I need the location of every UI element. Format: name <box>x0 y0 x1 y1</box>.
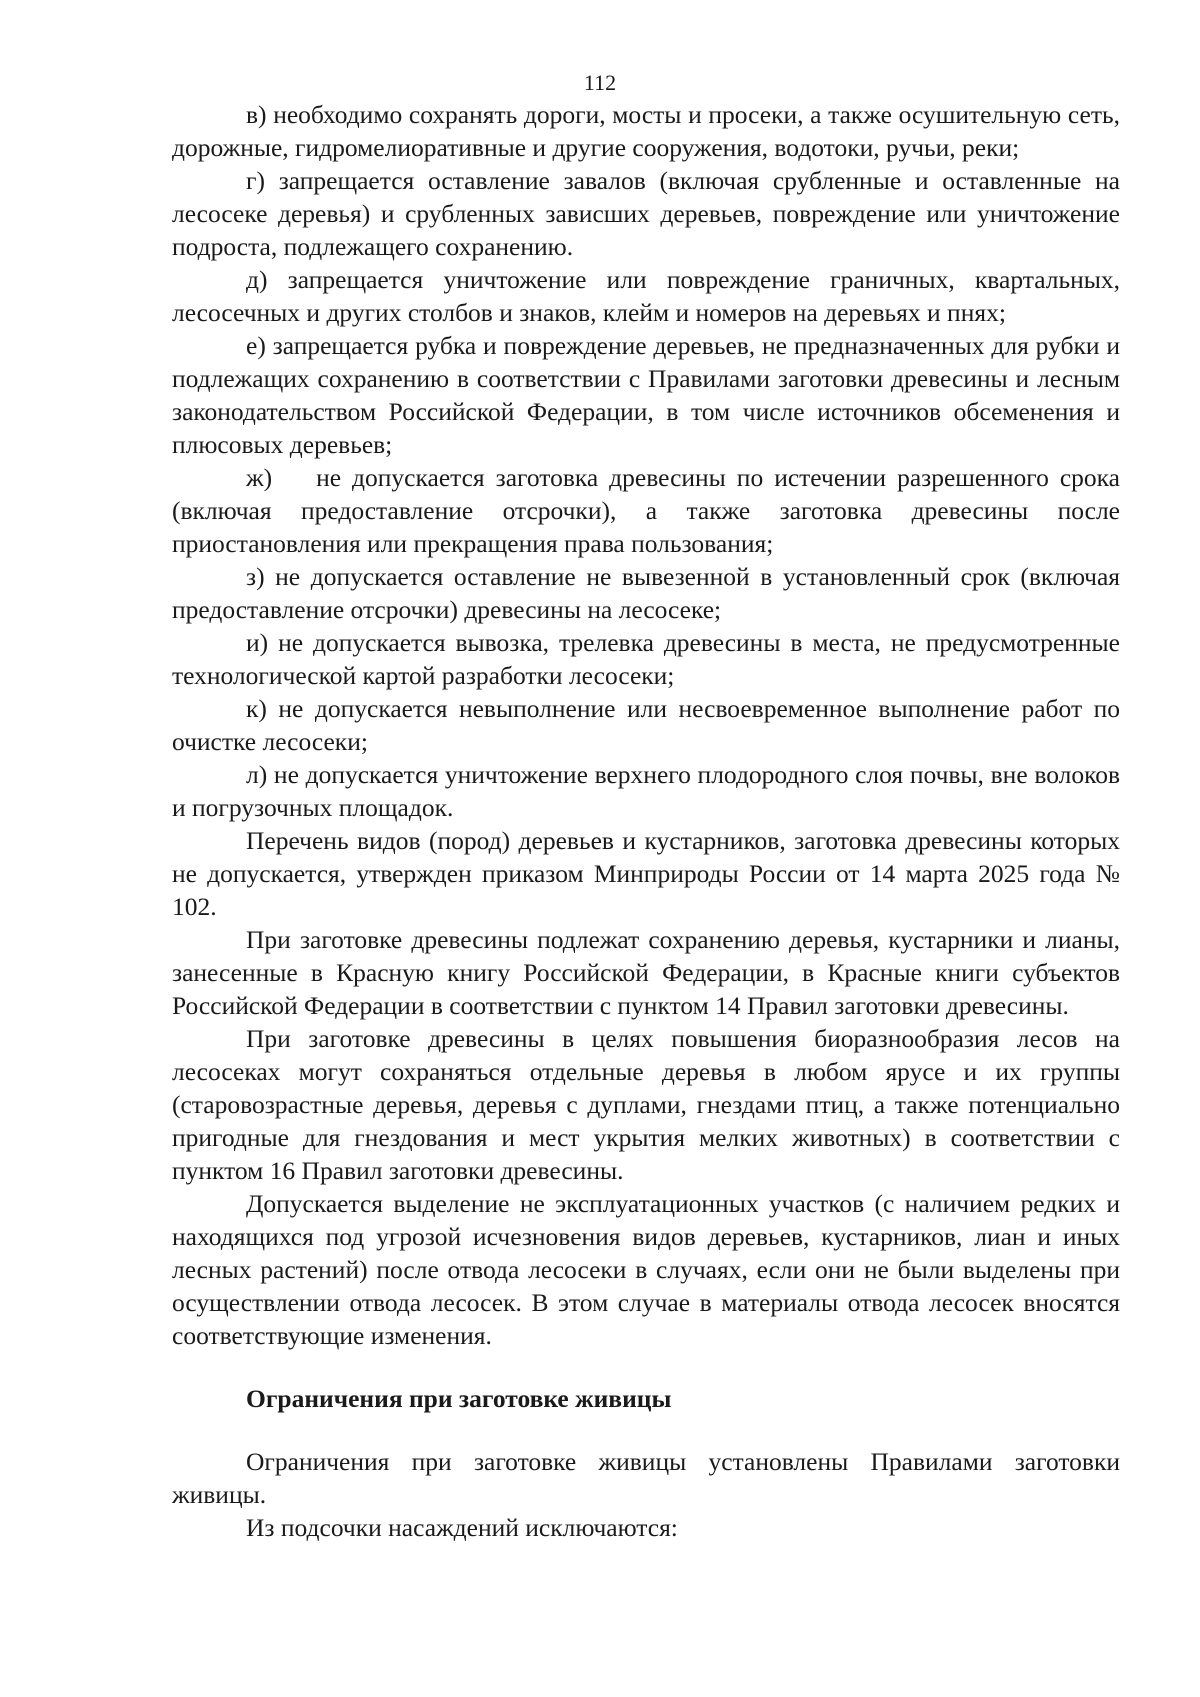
paragraph-item-e: е) запрещается рубка и повреждение деревьев, не предназначенных для рубки и подлежащих сохранению в соответствии с Правилами заготовки древесины и лесным законодательством Российской Федерации, в том числе источников обсеменения и плюсовых деревьев; <box>172 331 1120 459</box>
paragraph-non-exploitation: Допускается выделение не эксплуатационных участков (с наличием редких и находящихся под угрозой исчезновения видов деревьев, кустарников, лиан и иных лесных растений) после отвода лесосеки в случаях, если они не были выделены при осуществлении отвода лесосек. В этом случае в материалы отвода лесосек вносятся соответствующие изменения. <box>172 1189 1120 1350</box>
paragraph-item-k: к) не допускается невыполнение или несвоевременное выполнение работ по очистке лесосеки; <box>172 694 1120 756</box>
paragraph-biodiversity: При заготовке древесины в целях повышения биоразнообразия лесов на лесосеках могут сохраняться отдельные деревья в любом ярусе и их группы (старовозрастные деревья, деревья с дуплами, гнездами птиц, а также потенциально пригодные для гнездования и мест укрытия мелких животных) в соответствии с пунктом 16 Правил заготовки древесины. <box>172 1024 1120 1185</box>
paragraph-item-l: л) не допускается уничтожение верхнего плодородного слоя почвы, вне волоков и погрузочных площадок. <box>172 760 1120 822</box>
paragraph-tapping-exclusions: Из подсочки насаждений исключаются: <box>246 1513 678 1542</box>
paragraph-item-v: в) необходимо сохранять дороги, мосты и просеки, а также осушительную сеть, дорожные, гидромелиоративные и другие сооружения, водотоки, ручьи, реки; <box>172 100 1120 162</box>
paragraph-item-zh: ж) не допускается заготовка древесины по истечении разрешенного срока (включая предоставление отсрочки), а также заготовка древесины после приостановления или прекращения права пользования; <box>172 463 1127 558</box>
paragraph-item-g: г) запрещается оставление завалов (включая срубленные и оставленные на лесосеке деревья) и срубленных зависших деревьев, повреждение или уничтожение подроста, подлежащего сохранению. <box>172 166 1120 261</box>
section-heading: Ограничения при заготовке живицы <box>246 1384 672 1413</box>
paragraph-resin-rules: Ограничения при заготовке живицы установлены Правилами заготовки живицы. <box>172 1447 1120 1509</box>
paragraph-species-list: Перечень видов (пород) деревьев и кустарников, заготовка древесины которых не допускается, утвержден приказом Минприроды России от 14 марта 2025 года № 102. <box>172 826 1120 921</box>
paragraph-red-book: При заготовке древесины подлежат сохранению деревья, кустарники и лианы, занесенные в Красную книгу Российской Федерации, в Красные книги субъектов Российской Федерации в соответствии с пунктом 14 Правил заготовки древесины. <box>172 925 1120 1020</box>
page-body <box>172 98 1127 1544</box>
paragraph-item-i: и) не допускается вывозка, трелевка древесины в места, не предусмотренные технологической картой разработки лесосеки; <box>172 628 1120 690</box>
paragraph-item-z: з) не допускается оставление не вывезенной в установленный срок (включая предоставление отсрочки) древесины на лесосеке; <box>172 562 1120 624</box>
page-number: 112 <box>583 70 617 95</box>
paragraph-item-d: д) запрещается уничтожение или повреждение граничных, квартальных, лесосечных и других столбов и знаков, клейм и номеров на деревьях и пнях; <box>172 265 1120 327</box>
